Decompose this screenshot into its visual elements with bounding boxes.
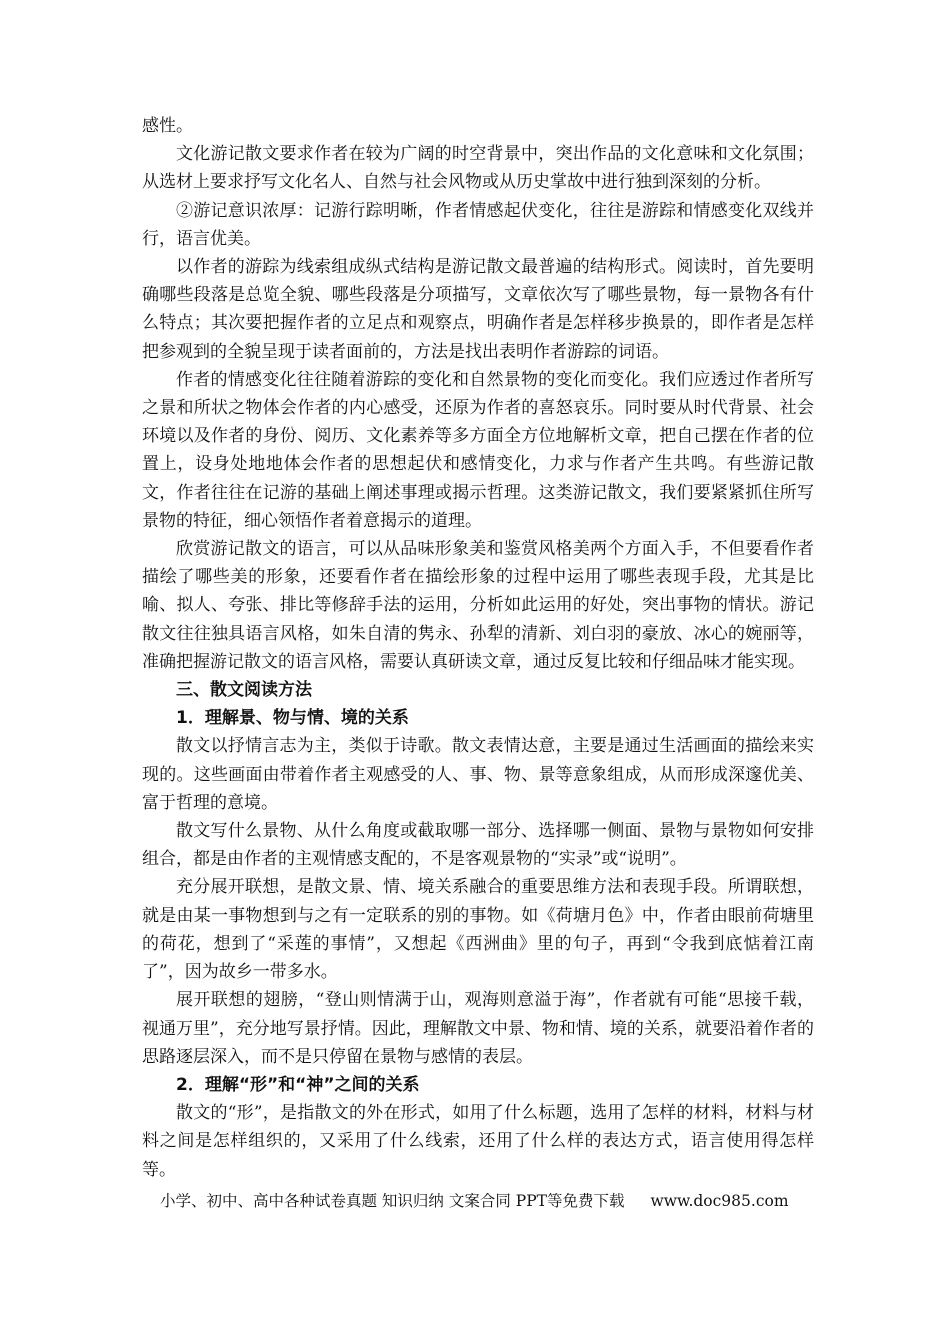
subsection-heading: 2．理解“形”和“神”之间的关系	[176, 1074, 420, 1095]
paragraph: 作者的情感变化往往随着游踪的变化和自然景物的变化而变化。我们应透过作者所写之景和所状之物体会作者的内心感受，还原为作者的喜怒哀乐。同时要从时代背景、社会环境以及作者的身份、阅历、文化素养等多方面全方位地解析文章，把自己摆在作者的位置上，设身处地地体会作者的思想起伏和感情变化，力求与作者产生共鸣。有些游记散文，作者往往在记游的基础上阐述事理或揭示哲理。这类游记散文，我们要紧紧抓住所写景物的特征，细心领悟作者着意揭示的道理。	[142, 369, 814, 531]
paragraph-continuation: 感性。	[142, 116, 193, 136]
paragraph: 散文写什么景物、从什么角度或截取哪一部分、选择哪一侧面、景物与景物如何安排组合，都是由作者的主观情感支配的，不是客观景物的“实录”或“说明”。	[142, 821, 814, 870]
paragraph: 以作者的游踪为线索组成纵式结构是游记散文最普遍的结构形式。阅读时，首先要明确哪些段落是总览全貌、哪些段落是分项描写，文章依次写了哪些景物，每一景物各有什么特点；其次要把握作者的立足点和观察点，明确作者是怎样移步换景的，即作者是怎样把参观到的全貌呈现于读者面前的，方法是找出表明作者游踪的词语。	[142, 257, 814, 362]
section-heading: 三、散文阅读方法	[176, 680, 312, 701]
paragraph: ②游记意识浓厚：记游行踪明晰，作者情感起伏变化，往往是游踪和情感变化双线并行，语言优美。	[142, 200, 814, 249]
subsection-heading: 1．理解景、物与情、境的关系	[176, 708, 409, 729]
paragraph: 文化游记散文要求作者在较为广阔的时空背景中，突出作品的文化意味和文化氛围；从选材上要求抒写文化名人、自然与社会风物或从历史掌故中进行独到深刻的分析。	[142, 144, 814, 193]
paragraph: 展开联想的翅膀，“登山则情满于山，观海则意溢于海”，作者就有可能“思接千载，视通万里”，充分地写景抒情。因此，理解散文中景、物和情、境的关系，就要沿着作者的思路逐层深入，而不是只停留在景物与感情的表层。	[142, 990, 814, 1067]
footer-text: 小学、初中、高中各种试卷真题 知识归纳 文案合同 PPT等免费下载	[160, 1192, 625, 1210]
paragraph: 欣赏游记散文的语言，可以从品味形象美和鉴赏风格美两个方面入手，不但要看作者描绘了哪些美的形象，还要看作者在描绘形象的过程中运用了哪些表现手段，尤其是比喻、拟人、夸张、排比等修辞手法的运用，分析如此运用的好处，突出事物的情状。游记散文往往独具语言风格，如朱自清的隽永、孙犁的清新、刘白羽的豪放、冰心的婉丽等，准确把握游记散文的语言风格，需要认真研读文章，通过反复比较和仔细品味才能实现。	[142, 539, 814, 672]
paragraph: 散文的“形”，是指散文的外在形式，如用了什么标题，选用了怎样的材料，材料与材料之间是怎样组织的，又采用了什么线索，还用了什么样的表达方式，语言使用得怎样等。	[142, 1103, 814, 1180]
paragraph: 充分展开联想，是散文景、情、境关系融合的重要思维方法和表现手段。所谓联想，就是由某一事物想到与之有一定联系的别的事物。如《荷塘月色》中，作者由眼前荷塘里的荷花，想到了“采莲的事情”，又想起《西洲曲》里的句子，再到“令我到底惦着江南了”，因为故乡一带多水。	[142, 877, 814, 983]
document-body	[142, 112, 814, 1184]
page-footer	[160, 1189, 860, 1211]
footer-url: www.doc985.com	[650, 1192, 789, 1210]
paragraph: 散文以抒情言志为主，类似于诗歌。散文表情达意，主要是通过生活画面的描绘来实现的。这些画面由带着作者主观感受的人、事、物、景等意象组成，从而形成深邃优美、富于哲理的意境。	[142, 736, 814, 813]
